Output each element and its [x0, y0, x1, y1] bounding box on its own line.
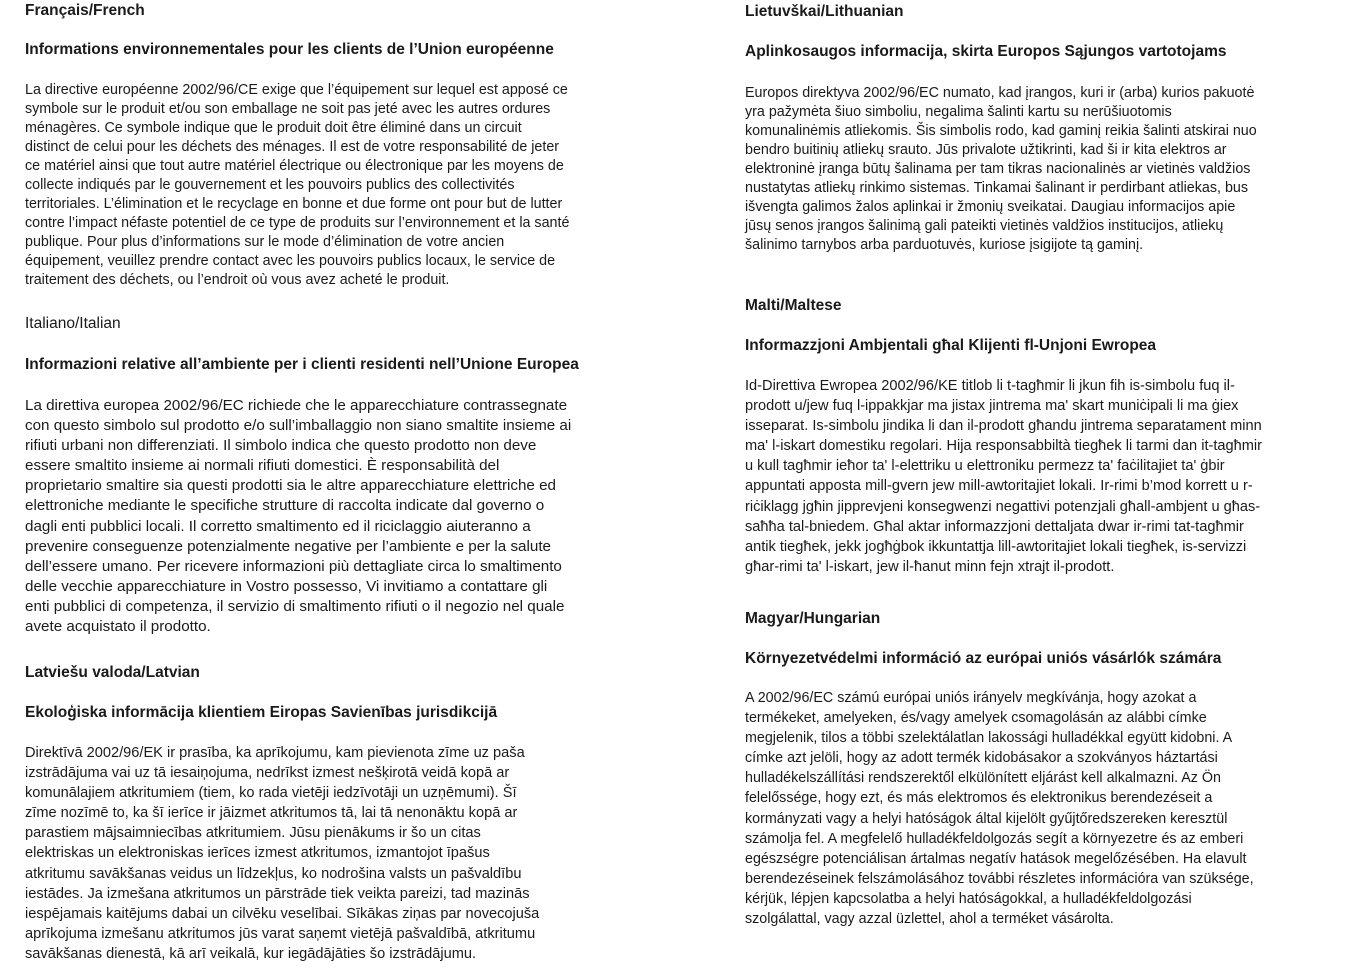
body-line: komunalinėmis atliekomis. Šis simbolis rodo, kad gaminį reikia šalinti atskirai nuo — [745, 123, 1257, 139]
body-line: termékeket, amelyeken, és/vagy amelyek csomagolásán az alábbi címke — [745, 710, 1207, 727]
body-line: territoriales. L’élimination et le recyclage en bonne et due forme ont pour but de lutter — [25, 196, 563, 212]
body-line: traitement des déchets, ou l’endroit où vous avez acheté le produit. — [25, 272, 450, 288]
section-heading: Környezetvédelmi információ az európai uniós vásárlók számára — [745, 650, 1222, 667]
body-line: parastiem mājsaimniecības atkritumiem. Jūsu pienākums ir šo un citas — [25, 825, 481, 842]
body-line: bendro buitinių atliekų srauto. Jūs privalote užtikrinti, kad ši ir kita elektros ar — [745, 142, 1227, 158]
section-heading: Ekoloģiska informācija klientiem Eiropas Savienības jurisdikcijā — [25, 704, 498, 721]
section-body — [25, 743, 655, 964]
language-label: Lietuvškai/Lithuanian — [745, 3, 904, 20]
body-line: distinct de celui pour les déchets des ménages. Il est de votre responsabilité de jeter — [25, 139, 560, 155]
section-body — [745, 688, 1371, 929]
body-line: savākšanas dienestā, kā arī veikalā, kur iegādājāties šo izstrādājumu. — [25, 945, 477, 962]
section-heading: Aplinkosaugos informacija, skirta Europos Sąjungos vartotojams — [745, 43, 1227, 60]
body-line: ce matériel ainsi que tout autre matériel électrique ou électronique par les moyens de — [25, 158, 564, 174]
section-french — [25, 1, 655, 290]
body-line: essere smaltito insieme ai normali rifiuti domestici. È responsabilità del — [25, 457, 500, 475]
body-line: għar-rimi ta' l-iskart, jew il-ħanut minn fejn xtrajt il-prodott. — [745, 558, 1115, 575]
section-heading: Informations environnementales pour les clients de l’Union européenne — [25, 41, 554, 58]
section-body — [25, 396, 655, 637]
body-line: címke azt jelöli, hogy az adott termék kidobásakor a szokványos háztartási — [745, 750, 1218, 767]
body-line: išvengta galimos žalos aplinkai ir žmonių sveikatai. Daugiau informacijos apie — [745, 199, 1236, 215]
body-line: A 2002/96/EC számú európai uniós irányelv megkívánja, hogy azokat a — [745, 690, 1197, 706]
body-line: collecte indiqués par le gouvernement et les pouvoirs publics des collectivités — [25, 177, 515, 193]
language-label: Malti/Maltese — [745, 297, 842, 314]
body-line: elettroniche mediante le specifiche strutture di raccolta indicate dal governo o — [25, 497, 545, 515]
body-line: con questo simbolo sul prodotto e/o sull’imballaggio non siano smaltite insieme ai — [25, 417, 572, 435]
language-label: Français/French — [25, 2, 145, 19]
body-line: hulladékelszállítási rendszerektől elkülönített eljárást kell alkalmazni. Az Ön — [745, 770, 1221, 787]
body-line: felelőssége, hogy ezt, és más elektromos és elektronikus berendezéseit a — [745, 790, 1213, 807]
language-label: Italiano/Italian — [25, 315, 121, 332]
body-line: megjelenik, tilos a többi szelektálatlan lakossági hulladékkal együtt kidobni. A — [745, 730, 1233, 747]
language-label: Magyar/Hungarian — [745, 610, 881, 627]
body-line: La direttiva europea 2002/96/EC richiede che le apparecchiature contrassegnate — [25, 397, 568, 414]
body-line: atkritumu savākšanas veidus un līdzekļus, ko nodrošina valsts un pašvaldību — [25, 865, 522, 882]
body-line: La directive européenne 2002/96/CE exige que l’équipement sur lequel est apposé ce — [25, 82, 568, 98]
body-line: symbole sur le produit et/ou son emballage ne soit pas jeté avec les autres ordures — [25, 101, 551, 117]
body-line: šalinimo tarnybos arba parduotuvės, kuriose įsigijote tą gaminį. — [745, 237, 1144, 253]
body-line: yra pažymėta šiuo simboliu, negalima šalinti kartu su nerūšiuotomis — [745, 104, 1172, 120]
body-line: iespējamais kaitējums dabai un cilvēku veselībai. Sīkākas ziņas par novecojuša — [25, 905, 540, 922]
body-line: nustatytas atliekų rinkimo sistemas. Tinkamai šalinant ir perdirbant atliekas, bus — [745, 180, 1248, 196]
section-lithuanian — [745, 2, 1371, 255]
body-line: kérjük, lépjen kapcsolatba a helyi hatóságokkal, a hulladékfeldolgozási — [745, 890, 1192, 907]
body-line: komunālajiem atkritumiem (tiem, ko rada vietēji iedzīvotāji un uzņēmumi). Šī — [25, 785, 517, 802]
section-italian — [25, 314, 655, 637]
body-line: Id-Direttiva Ewropea 2002/96/KE titlob li t-tagħmir li jkun fih is-simbolu fuq il- — [745, 378, 1235, 394]
section-body — [745, 376, 1371, 577]
body-line: antik tiegħek, jekk jogħġbok ikkuntattja lill-awtoritajiet lokali tiegħek, is-servizzi — [745, 538, 1247, 555]
body-line: contre l’impact néfaste potentiel de ce type de produits sur l’environnement et la santé — [25, 215, 570, 231]
body-line: egészségre potenciálisan ártalmas negatív hatások megelőzésében. Ha elavult — [745, 850, 1247, 867]
body-line: appuntati apposta mill-gvern jew mill-awtoritajiet lokali. Ir-rimi b’mod korrett u r- — [745, 478, 1253, 495]
section-heading: Informazzjoni Ambjentali għal Klijenti fl-Unjoni Ewropea — [745, 337, 1157, 354]
body-line: publique. Pour plus d’informations sur le mode d’élimination de votre ancien — [25, 234, 505, 250]
body-line: Europos direktyva 2002/96/EC numato, kad įrangos, kuri ir (arba) kurios pakuotė — [745, 85, 1255, 101]
body-line: avete acquistato il prodotto. — [25, 618, 211, 636]
body-line: prodott u/jew fuq l-ippakkjar ma jistax jintrema ma' skart muniċipali li ma ġiex — [745, 398, 1239, 415]
body-line: elektroninė įranga būtų šalinama per tam tikras nacionalinės ar vietinės valdžios — [745, 161, 1251, 177]
body-line: berendezéseinek felszámolásához további részletes információra van szüksége, — [745, 870, 1254, 887]
body-line: jūsų senos įrangos šalinimą gali pateikti vietinės valdžios institucijos, atliekų — [745, 218, 1224, 234]
body-line: aprīkojuma izmešanu atkritumos jūs varat saņemt vietējā pašvaldībā, atkritumu — [25, 925, 536, 942]
section-body — [745, 84, 1371, 255]
body-line: zīme nozīmē to, ka šī ierīce ir jāizmet atkritumos tā, lai tā nenonāktu kopā ar — [25, 805, 518, 822]
body-line: enti pubblici di competenza, il servizio di smaltimento rifiuti o il negozio nel quale — [25, 597, 565, 615]
body-line: szolgálattal, vagy azzal üzlettel, ahol a terméket vásárolta. — [745, 911, 1114, 928]
body-line: delle vecchie apparecchiature in Vostro possesso, Vi invitiamo a contattare gli — [25, 577, 548, 595]
section-heading: Informazioni relative all’ambiente per i clienti residenti nell’Unione Europea — [25, 356, 579, 373]
body-line: dell’essere umano. Per ricevere informazioni più dettagliate circa lo smaltimento — [25, 557, 562, 575]
body-line: proprietario smaltire sia questi prodotti sia le altre apparecchiature elettriche ed — [25, 477, 556, 495]
section-hungarian — [745, 609, 1371, 929]
body-line: dagli enti pubblici locali. Il corretto smaltimento ed il riciclaggio aiuteranno a — [25, 517, 531, 535]
body-line: équipement, veuillez prendre contact avec les pouvoirs publics locaux, le service de — [25, 253, 556, 269]
body-line: izstrādājuma vai uz tā iesaiņojuma, nedrīkst izmest nešķirotā veidā kopā ar — [25, 765, 510, 782]
section-maltese — [745, 296, 1371, 577]
body-line: u kull tagħmir ieħor ta' l-elettriku u elettroniku permezz ta' faċilitajiet ta' ġbir — [745, 458, 1225, 475]
body-line: riċiklagg jgħin jipprevjeni konsegwenzi negattivi potenzjali għall-ambjent u għas- — [745, 498, 1261, 515]
section-body — [25, 81, 655, 290]
body-line: rifiuti urbani non differenziati. Il simbolo indica che questo prodotto non deve — [25, 437, 537, 455]
body-line: prevenire conseguenze potenzialmente negative per l’ambiente e per la salute — [25, 537, 551, 555]
body-line: ma' l-iskart domestiku regolari. Hija responsabbiltà tiegħek li tarmi dan it-tagħmir — [745, 438, 1263, 455]
body-line: iestādes. Ja izmešana atkritumos un pārstrāde tiek veikta pareizi, tad mazinās — [25, 885, 530, 902]
body-line: számolja fel. A megfelelő hulladékfeldolgozás segít a környezetre és az emberi — [745, 830, 1244, 847]
body-line: ménagères. Ce symbole indique que le produit doit être éliminé dans un circuit — [25, 120, 522, 136]
body-line: elektriskas un elektroniskas ierīces izmest atkritumos, izmantojot īpašus — [25, 845, 490, 862]
body-line: kormányzati vagy a helyi hatóságok által kijelölt gyűjtőredszereken keresztül — [745, 810, 1228, 827]
language-label: Latviešu valoda/Latvian — [25, 664, 200, 681]
body-line: saħħa tal-bniedem. Għal aktar informazzjoni dettaljata dwar ir-rimi tat-tagħmir — [745, 518, 1244, 535]
section-latvian — [25, 663, 655, 964]
body-line: Direktīvā 2002/96/EK ir prasība, ka aprīkojumu, kam pievienota zīme uz paša — [25, 745, 525, 761]
body-line: isseparat. Is-simbolu jindika li dan il-prodott għandu jintrema separatament minn — [745, 418, 1262, 435]
